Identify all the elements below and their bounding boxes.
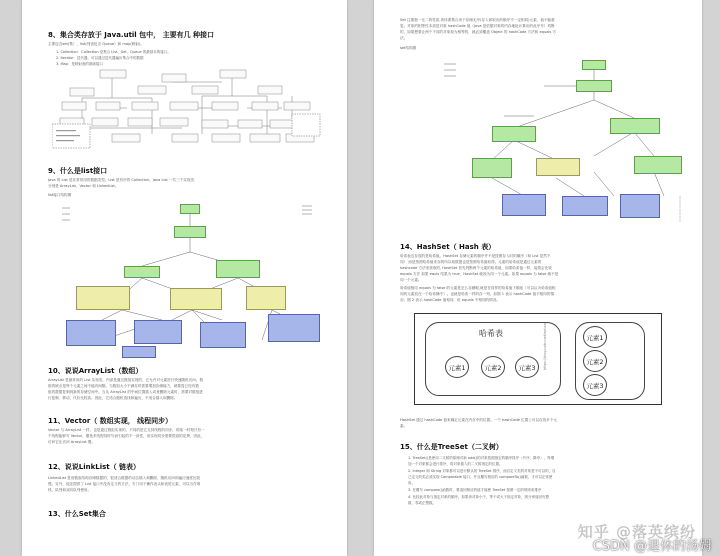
heading-section-9: 9、什么是list接口	[48, 167, 108, 175]
set-node-collection	[576, 80, 612, 92]
hashset-line-6: 哈希值相同 equals 为 false 的元素是怎么存储呢,就是在同样的哈希值下顺延（可以认为哈希值相	[400, 286, 556, 290]
section-10-line-4: 行复制、移动，代价比较高。因此，它适合随机查找和遍历，不适合插入和删除。	[48, 396, 178, 400]
uml-node-randomaccess	[246, 286, 286, 310]
uml-node-copyonwrite	[122, 346, 156, 358]
section-8-item-2: 2. Iterator：迭代器，可以通过迭代器遍历集合中的数据	[56, 56, 144, 60]
heading-section-15: 15、什么是TreeSet（二叉树）	[400, 443, 503, 451]
section-11-line-1: Vector 与 ArrayList 一样，也是通过数组实现的，不同的是它支持线程的同步，即某一时刻只有一	[48, 428, 205, 432]
section-10-line-2: 组的缺点是每个元素之间不能有间隔，当数组大小不满足时需要增加存储能力，就要将已经有数	[48, 384, 199, 388]
set-node-linkedhashset	[562, 196, 608, 216]
heading-section-8: 8、集合类存放于 Java.util 包中， 主要有几 种接口	[48, 31, 215, 39]
set-node-set	[492, 126, 536, 142]
section-10-line-1: ArrayList 是最常用的 List 实现类，内部是通过数组实现的，它允许对元素进行快速随机访问。数	[48, 378, 204, 382]
hashset-line-2: 同） 而是按照哈希值来存的所以取数据也是按照哈希值取得。元素的哈希值是通过元素的	[400, 260, 542, 264]
section-8-intro: 主要包含set(集）、list(列表包含 Queue）和 map(映射)。	[48, 42, 144, 46]
treeset-item-2a: 2. Integer 和 String 对象都可以进行默认的 TreeSet 排序，而自定义类的对象是不可以的，自	[408, 469, 556, 473]
treeset-item-1b: 加一个对象都会进行排序，将对象插入的二叉树指定的位置。	[408, 462, 503, 466]
set-node-navigableset	[634, 156, 682, 174]
right-page	[374, 0, 702, 556]
treeset-item-2c: 用。	[408, 481, 415, 485]
csdn-watermark: CSDN @退休的汤姆	[592, 539, 712, 554]
hash-element-1a: 元素1	[445, 356, 469, 378]
heading-section-12: 12、说说LinkList（ 链表）	[48, 463, 141, 471]
set-uml-diagram	[444, 56, 694, 226]
figure-url-caption: https://blog.csdn.net/weixin	[543, 322, 547, 370]
hash-element-2a: 元素2	[481, 356, 505, 378]
treeset-item-4a: 4. 比较此对象与指定对象的顺序。如果该对象小于、等于或大于指定对象，则分别返回负整	[408, 495, 549, 499]
heading-section-11: 11、Vector（ 数组实现， 线程同步）	[48, 417, 173, 425]
set-node-sortedset	[472, 158, 512, 178]
heading-section-14: 14、HashSet（ Hash 表）	[400, 243, 496, 251]
hashset-after-line-1: HashSet 通过 hashCode 值来确定元素在内存中的位置。一个 hashCode 位置上可以存放多个元	[400, 418, 557, 422]
set-intro-line-4: 法。	[400, 36, 408, 40]
uml-node-abstract-list	[76, 286, 130, 310]
hashset-line-4: equals 方法 如果 equls 结果为 true，HashSet 就视为同一个元素。如果 equals 为 false 就不是	[400, 272, 559, 276]
uml-node-vector	[134, 320, 182, 344]
set-node-iterable	[582, 60, 606, 70]
hashset-line-3: hashcode 方法来获取的, HashSet 首先判断两个元素的哈希值，如果哈希值一样，接着会比较	[400, 266, 552, 270]
set-structure-caption: set结构图	[400, 46, 417, 50]
hashset-after-line-2: 素。	[400, 424, 408, 428]
section-10-line-3: 组的数据复制到新的存储空间中。当从 ArrayList 的中间位置插入或者删除元素时，需要对数组进	[48, 390, 203, 394]
set-intro-line-3: 的，如果想要让两个不同的对象视为相等的，就必须覆盖 Object 的 hashCode 方法和 equals 方	[400, 30, 557, 34]
hash-element-1b: 元素1	[583, 326, 607, 348]
set-intro-line-2: 复。对象的相等性本质是对象 hashCode 值（java 是依据对象的内存地址计算出的此序号）判断	[400, 24, 555, 28]
treeset-item-2b: 己定义的类必须实现 Comparable 接口，并且覆写相应的 compareTo()函数，才可以正常使	[408, 475, 553, 479]
hashset-line-8: 况；图 2 表示 hashCode 值相同，但 equals 不相同的情况。	[400, 298, 500, 302]
section-12-line-2: 慢。另外，他还提供了 List 接口中没有定义的方法，专门用于操作表头和表尾元素，可以当作堆	[48, 482, 201, 486]
section-11-line-2: 个线程能够写 Vector，避免多线程同时写而引起的不一致性，但实现同步需要很高的花费，因此，	[48, 434, 205, 438]
section-8-item-3: 3. Map：是映射表的基础接口	[56, 62, 103, 66]
hash-element-3a: 元素3	[515, 356, 539, 378]
hashset-line-5: 同一个元素。	[400, 278, 422, 282]
section-12-line-3: 栈、队列和双向队列使用。	[48, 488, 92, 492]
hash-element-3b: 元素3	[583, 374, 607, 396]
set-node-hashset	[502, 194, 546, 216]
uml-node-abstract-sequential-list	[170, 288, 222, 310]
hashset-line-1: 哈希表边存放的是哈希值。HashSet 存储元素的顺序并不是按照存入时的顺序（和 List 显然不	[400, 254, 551, 258]
uml-node-linkedlist	[200, 322, 246, 348]
list-uml-diagram	[62, 200, 322, 360]
section-9-line-1: Java 的 List 是非常常用的数据类型。List 是有序的 Collection。Java List 一共三个实现类：	[48, 178, 198, 182]
hash-table-title-1: 哈希表	[479, 329, 503, 338]
hash-element-2b: 元素2	[583, 350, 607, 372]
uml-node-arraylist	[66, 320, 116, 346]
treeset-item-4b: 数、零或正整数。	[408, 501, 436, 505]
uml-node-list	[124, 266, 160, 278]
collection-hierarchy-diagram	[52, 68, 322, 154]
uml-node-abstract-collection	[216, 260, 260, 278]
set-intro-line-1: Set 注重独一无二的性质,该体系集合用于存储无序(存入和取出的顺序不一定相同)元素，值不能重	[400, 18, 555, 22]
section-8-item-1: 1. Collection：Collection 是集合 List、Set、Queue 的最基本的接口。	[56, 50, 171, 54]
uml-node-stack	[268, 314, 320, 342]
set-node-abstract-collection	[610, 118, 660, 134]
heading-section-13: 13、什么Set集合	[48, 510, 106, 518]
section-12-line-1: LinkedList 是用链表结构存储数据的，很适合数据的动态插入和删除，随机访问和遍历速度比较	[48, 476, 201, 480]
treeset-item-3: 3. 在覆写 compare()函数时，要返回相应的值才能使 TreeSet 按照一定的规则来排序	[408, 488, 542, 492]
left-page	[22, 0, 347, 556]
hashset-line-7: 同的元素放在一个哈希桶中）。也就是哈希一样的存一列。如图 1 表示 hashCode 值不相同的情	[400, 292, 555, 296]
uml-node-collection	[174, 226, 206, 238]
heading-section-10: 10、说说ArrayList（数组）	[48, 367, 143, 375]
hash-table-figure	[414, 313, 662, 405]
section-9-line-2: 分别是 ArrayList、Vector 和 LinkedList。	[48, 184, 119, 188]
uml-node-iterable	[180, 204, 200, 214]
set-node-abstract-set	[536, 158, 580, 176]
section-11-line-3: 访问它比访问 ArrayList 慢。	[48, 440, 95, 444]
zhihu-watermark: 知乎 @落英缤纷	[577, 523, 696, 541]
treeset-item-1a: 1. TreeSet()是使用二叉树的原理对新 add()的对象按照指定的顺序排序（升序、降序），每增	[408, 456, 555, 460]
section-9-caption: list接口结构图	[48, 193, 72, 197]
set-node-treeset	[620, 194, 660, 218]
